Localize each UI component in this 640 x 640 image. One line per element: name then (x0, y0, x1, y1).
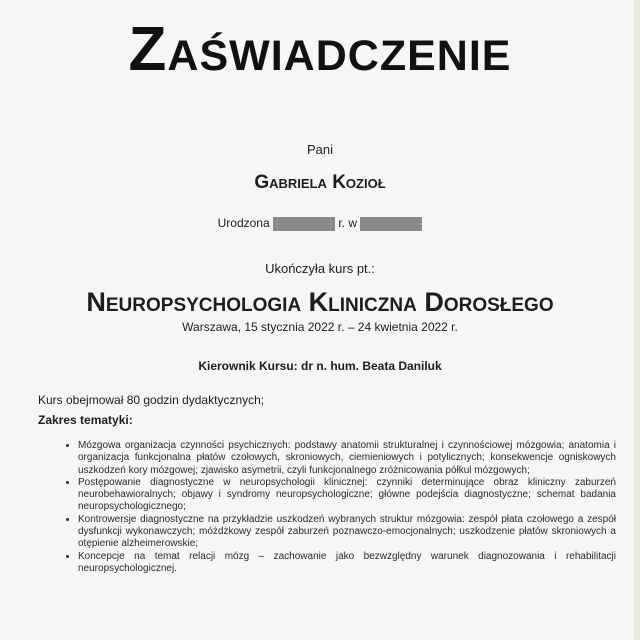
topic-item: • Mózgowa organizacja czynności psychicznych: podstawy anatomii strukturalnej i czynnościowej mózgowia; anatomia i organizacja funkcjonalna płatów czołowych, skroniowych, ciemieniowych i potylicznych; konsekwencje ogniskowych uszkodzeń kory mózgowej; zjawisko asymetrii, czyli funkcjonalnego zróżnicowania półkul mózgowych; (78, 440, 616, 477)
course-hours: Kurs obejmował 80 godzin dydaktycznych; (38, 393, 265, 407)
completed-label: Ukończyła kurs pt.: (265, 261, 375, 276)
redacted-birth-date (273, 217, 335, 231)
course-lead: Kierownik Kursu: dr n. hum. Beata Daniluk (198, 359, 442, 373)
born-in-label: r. w (338, 216, 358, 230)
born-label: Urodzona (217, 216, 270, 230)
birth-line (0, 216, 640, 231)
topic-item: • Kontrowersje diagnostyczne na przykładzie uszkodzeń wybranych struktur mózgowia: zespół płata czołowego a zespół dysfunkcji wykonawczych; móżdżkowy zespół zaburzeń poznawczo-emocjonalnych; uszkodzenie płatów skroniowych a otępienie alzheimerowskie; (78, 514, 616, 551)
scope-heading: Zakres tematyki: (38, 413, 133, 427)
topic-item: • Koncepcje na temat relacji mózg – zachowanie jako bezwzględny warunek diagnozowania i rehabilitacji neuropsychologicznej. (78, 551, 616, 576)
topic-item: • Postępowanie diagnostyczne w neuropsychologii klinicznej: czynniki determinujące obraz kliniczny zaburzeń neurobehawioralnych; objawy i syndromy neuropsychologiczne; główne podejścia diagnostyczne; schemat badania neuropsychologicznego; (78, 477, 616, 514)
recipient-name: Gabriela Kozioł (254, 172, 386, 193)
topic-list (62, 440, 616, 575)
course-title: Neuropsychologia Kliniczna Dorosłego (86, 287, 554, 317)
course-dates: Warszawa, 15 stycznia 2022 r. – 24 kwietnia 2022 r. (182, 320, 458, 334)
redacted-birth-place (360, 217, 422, 231)
document-title: Zaświadczenie (128, 15, 512, 84)
salutation: Pani (306, 142, 334, 157)
